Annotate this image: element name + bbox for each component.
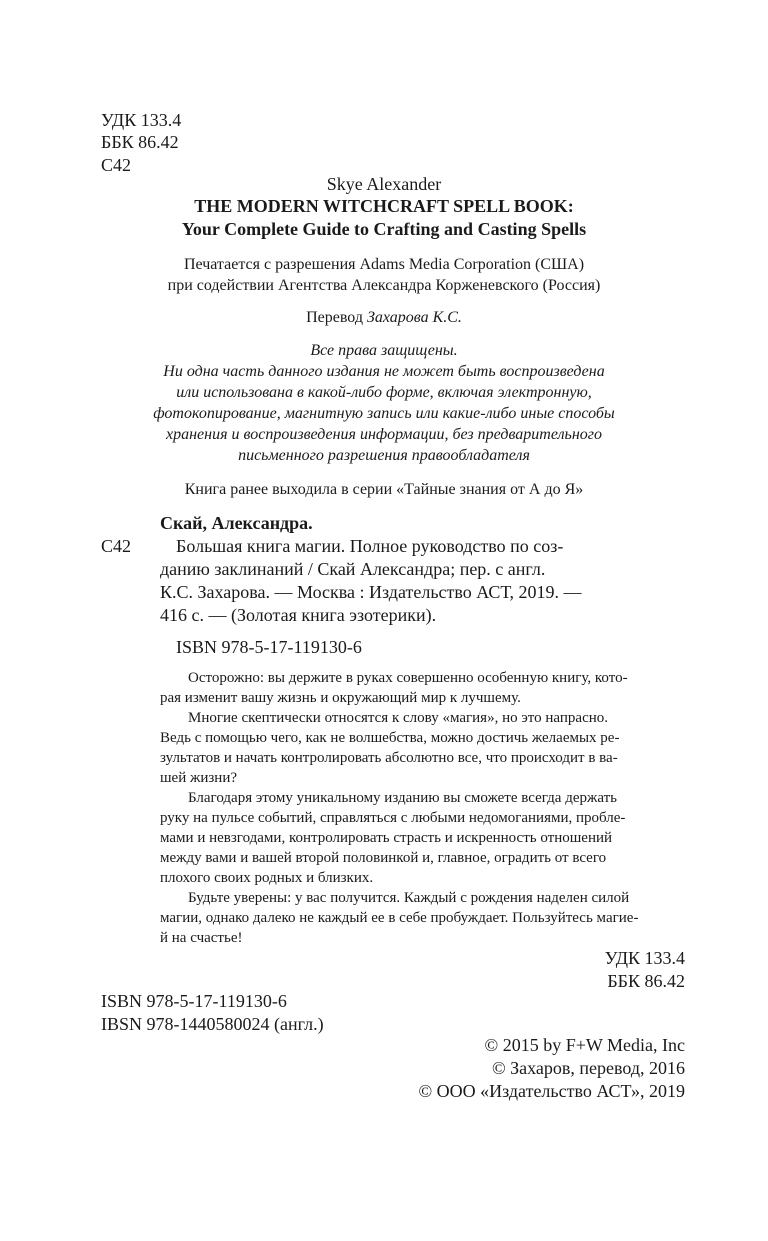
copyright-line-2: © Захаров, перевод, 2016 xyxy=(491,1058,685,1078)
translator-line xyxy=(0,309,768,327)
catalog-mark: С42 xyxy=(101,536,132,556)
catalog-line-3: К.С. Захарова. — Москва : Издательство АСТ, 2019. — xyxy=(160,582,582,602)
annotation-line-7: Благодаря этому уникальному изданию вы сможете всегда держать xyxy=(188,790,618,806)
rights-line-2: Ни одна часть данного издания не может быть воспроизведена xyxy=(163,363,605,380)
annotation-line-1: Осторожно: вы держите в руках совершенно особенную книгу, кото- xyxy=(188,670,628,686)
isbn-russian: ISBN 978-5-17-119130-6 xyxy=(101,991,287,1011)
bbk-code-bottom: ББК 86.42 xyxy=(607,971,685,991)
udk-code-bottom: УДК 133.4 xyxy=(604,948,685,968)
catalog-line-4: 416 с. — (Золотая книга эзотерики). xyxy=(160,605,437,625)
rights-line-3: или использована в какой-либо форме, включая электронную, xyxy=(176,384,592,401)
original-author: Skye Alexander xyxy=(326,174,442,194)
udk-code-top: УДК 133.4 xyxy=(101,110,182,130)
rights-line-5: хранения и воспроизведения информации, без предварительного xyxy=(165,426,602,443)
rights-line-6: письменного разрешения правообладателя xyxy=(238,447,530,464)
original-subtitle: Your Complete Guide to Crafting and Casting Spells xyxy=(181,219,587,239)
bbk-code-top: ББК 86.42 xyxy=(101,132,179,152)
annotation-line-4: Ведь с помощью чего, как не волшебства, можно достичь желаемых ре- xyxy=(160,730,620,746)
copyright-line-1: © 2015 by F+W Media, Inc xyxy=(484,1035,685,1055)
annotation-line-11: плохого своих родных и близких. xyxy=(160,870,374,886)
catalog-line-1: Большая книга магии. Полное руководство по соз- xyxy=(176,536,564,556)
rights-line-4: фотокопирование, магнитную запись или какие-либо иные способы xyxy=(153,405,615,422)
catalog-line-2: данию заклинаний / Скай Александра; пер. с англ. xyxy=(160,559,546,579)
permission-line-2: при содействии Агентства Александра Корженевского (Россия) xyxy=(167,277,601,294)
annotation-line-5: зультатов и начать контролировать абсолютно все, что происходит в ва- xyxy=(160,750,618,766)
catalog-heading: Скай, Александра. xyxy=(160,513,313,533)
translator-label: Перевод xyxy=(306,309,367,326)
author-mark-top: С42 xyxy=(101,155,132,175)
annotation-line-2: рая изменит вашу жизнь и окружающий мир к лучшему. xyxy=(160,690,521,706)
annotation-line-13: магии, однако далеко не каждый ее в себе пробуждает. Пользуйтесь магие- xyxy=(160,910,639,926)
annotation-line-6: шей жизни? xyxy=(160,770,238,786)
annotation-line-12: Будьте уверены: у вас получится. Каждый с рождения наделен силой xyxy=(188,890,630,906)
isbn-english: IBSN 978-1440580024 (англ.) xyxy=(101,1014,324,1034)
copyright-line-3: © ООО «Издательство АСТ», 2019 xyxy=(418,1081,685,1101)
annotation-line-9: мами и невзгодами, контролировать страсть и искренность отношений xyxy=(160,830,613,846)
annotation-line-10: между вами и вашей второй половинкой и, главное, оградить от всего xyxy=(160,850,607,866)
rights-line-1: Все права защищены. xyxy=(310,342,458,359)
original-title: THE MODERN WITCHCRAFT SPELL BOOK: xyxy=(194,196,574,216)
series-note: Книга ранее выходила в серии «Тайные знания от А до Я» xyxy=(184,481,584,498)
translator-name: Захарова К.С. xyxy=(366,309,462,326)
permission-line-1: Печатается с разрешения Adams Media Corporation (США) xyxy=(183,256,585,273)
annotation-line-3: Многие скептически относятся к слову «магия», но это напрасно. xyxy=(188,710,609,726)
annotation-line-8: руку на пульсе событий, справляться с любыми недомоганиями, пробле- xyxy=(160,810,626,826)
annotation-line-14: й на счастье! xyxy=(160,930,243,946)
catalog-isbn: ISBN 978-5-17-119130-6 xyxy=(176,637,362,657)
